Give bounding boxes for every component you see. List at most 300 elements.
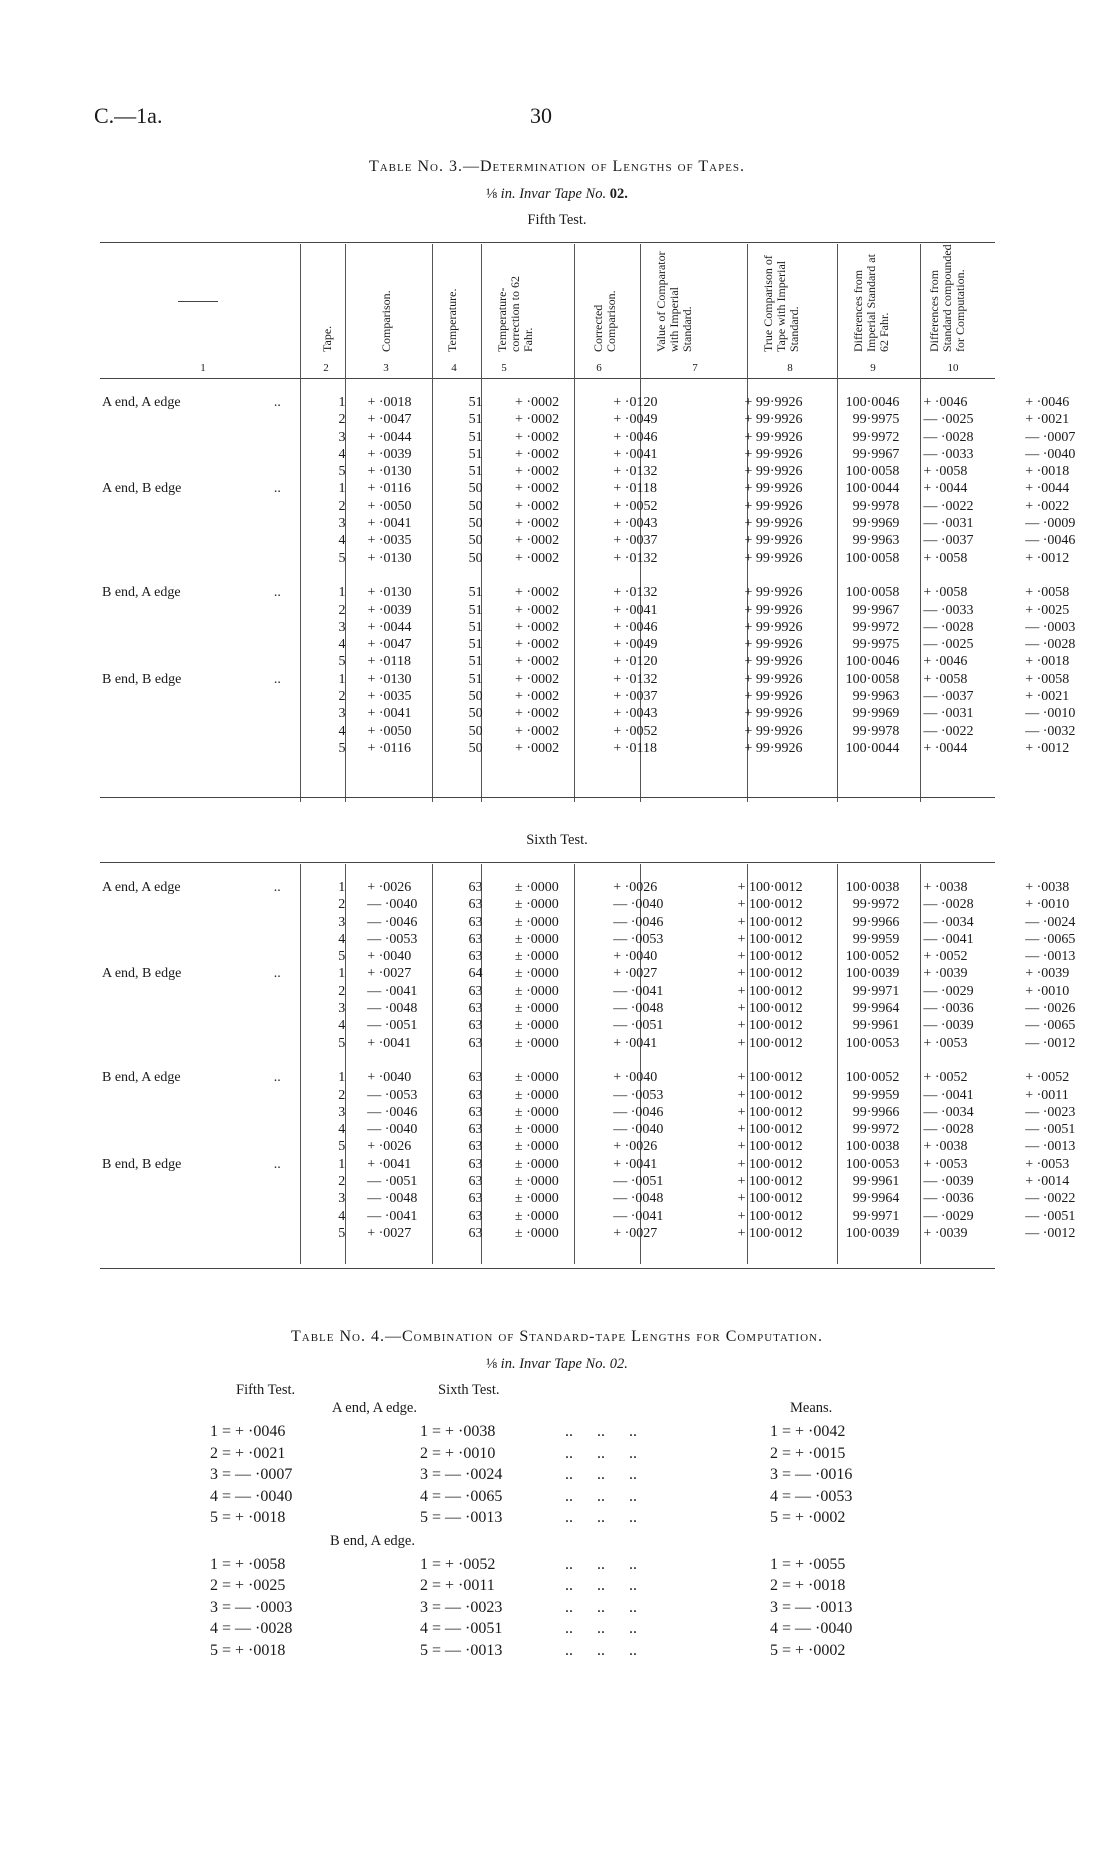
group-label xyxy=(96,896,274,913)
cell-diff-standard: — ·0040 xyxy=(1025,446,1076,462)
cell-corrected: + ·0043 xyxy=(613,516,658,532)
cell-diff-standard: — ·0028 xyxy=(1025,637,1076,653)
cell-comparison: + ·0050 xyxy=(367,498,412,514)
table4-mean-value: 5 = + ·0002 xyxy=(770,1509,846,1526)
table-row xyxy=(96,1104,1114,1121)
table4-mean-value: 3 = — ·0016 xyxy=(770,1466,853,1483)
cell-tape: 3 xyxy=(338,706,346,722)
cell-temperature: 50 xyxy=(468,706,483,722)
cell-diff-standard: + ·0012 xyxy=(1025,550,1070,566)
cell-corrected: + ·0046 xyxy=(613,429,658,445)
cell-comparison: + ·0050 xyxy=(367,723,412,739)
cell-diff-standard: — ·0009 xyxy=(1025,516,1076,532)
cell-tape: 2 xyxy=(338,1174,346,1190)
cell-temperature: 63 xyxy=(468,914,483,930)
leader-dots: .. .. .. xyxy=(565,1509,637,1526)
cell-comparator-value: + 99·9926 xyxy=(744,689,803,705)
cell-diff-imperial: — ·0031 xyxy=(923,516,974,532)
leader-dots xyxy=(274,1225,323,1242)
cell-diff-standard: + ·0010 xyxy=(1025,983,1070,999)
table-row xyxy=(96,688,1114,705)
cell-temperature: 63 xyxy=(468,897,483,913)
cell-comparator-value: + 99·9926 xyxy=(744,516,803,532)
cell-comparison: + ·0044 xyxy=(367,619,412,635)
cell-tape: 3 xyxy=(338,516,346,532)
cell-true-comparison: 100·0046 xyxy=(845,654,900,670)
cell-diff-imperial: — ·0034 xyxy=(923,1104,974,1120)
cell-comparator-value: + 99·9926 xyxy=(744,619,803,635)
cell-true-comparison: 99·9959 xyxy=(852,1087,900,1103)
cell-true-comparison: 99·9963 xyxy=(852,689,900,705)
cell-temp-correction: ± ·0000 xyxy=(514,1070,559,1086)
cell-comparison: — ·0041 xyxy=(367,983,418,999)
cell-temp-correction: ± ·0000 xyxy=(514,1208,559,1224)
cell-comparator-value: + 99·9926 xyxy=(744,706,803,722)
cell-diff-standard: + ·0011 xyxy=(1025,1087,1069,1103)
group-spacer xyxy=(96,567,1114,584)
cell-tape: 5 xyxy=(338,1035,346,1051)
cell-corrected: + ·0037 xyxy=(613,533,658,549)
cell-temperature: 63 xyxy=(468,1208,483,1224)
cell-diff-standard: — ·0003 xyxy=(1025,619,1076,635)
cell-comparison: + ·0027 xyxy=(367,1225,412,1241)
cell-corrected: — ·0053 xyxy=(613,1087,664,1103)
cell-comparison: + ·0041 xyxy=(367,706,412,722)
cell-diff-imperial: — ·0039 xyxy=(923,1174,974,1190)
group-label xyxy=(96,1225,274,1242)
cell-comparison: + ·0041 xyxy=(367,1156,412,1172)
cell-diff-imperial: — ·0028 xyxy=(923,1122,974,1138)
cell-tape: 3 xyxy=(338,1191,346,1207)
table4-fifth-value: 3 = — ·0003 xyxy=(210,1598,293,1616)
leader-dots: .. .. .. xyxy=(565,1598,637,1616)
cell-diff-standard: — ·0065 xyxy=(1025,931,1076,947)
cell-comparator-value: + 99·9926 xyxy=(744,412,803,428)
group-label: B end, B edge xyxy=(102,1156,182,1172)
cell-corrected: + ·0040 xyxy=(613,1070,658,1086)
cell-diff-standard: — ·0051 xyxy=(1025,1208,1076,1224)
cell-comparator-value: + 100·0012 xyxy=(737,1035,803,1051)
cell-true-comparison: 99·9972 xyxy=(852,429,900,445)
cell-tape: 4 xyxy=(338,637,346,653)
table-row xyxy=(96,896,1114,913)
cell-true-comparison: 99·9959 xyxy=(852,931,900,947)
cell-diff-standard: — ·0024 xyxy=(1025,914,1076,930)
cell-comparator-value: + 100·0012 xyxy=(737,1174,803,1190)
table4-subtitle-fraction: ⅛ xyxy=(486,1356,498,1372)
cell-diff-imperial: — ·0031 xyxy=(923,706,974,722)
cell-corrected: + ·0118 xyxy=(613,740,657,756)
table4-fifth-value: 4 = — ·0028 xyxy=(210,1620,293,1637)
leader-dots xyxy=(274,896,323,913)
col-num-5: 5 xyxy=(501,362,507,374)
group-spacer xyxy=(96,1052,1114,1069)
cell-comparison: + ·0130 xyxy=(367,671,412,687)
col-head-temp-correction: Temperature-correction to 62 Fahr. xyxy=(495,276,535,352)
leader-dots xyxy=(274,723,323,740)
cell-tape: 5 xyxy=(338,1225,346,1241)
table-row xyxy=(96,1225,1114,1242)
cell-diff-imperial: + ·0044 xyxy=(923,481,968,497)
leader-dots xyxy=(274,1208,323,1225)
table4-sixth-value: 3 = — ·0023 xyxy=(420,1598,503,1616)
cell-comparator-value: + 100·0012 xyxy=(737,1225,803,1241)
table4-fifth-label: Fifth Test. xyxy=(236,1382,296,1398)
group-label xyxy=(96,636,274,653)
leader-dots xyxy=(274,688,323,705)
group-label: A end, B edge xyxy=(102,481,182,497)
cell-temp-correction: + ·0002 xyxy=(515,671,560,687)
cell-diff-standard: + ·0018 xyxy=(1025,654,1070,670)
cell-diff-standard: + ·0044 xyxy=(1025,481,1070,497)
table-row xyxy=(96,1087,1114,1104)
cell-corrected: + ·0049 xyxy=(613,637,658,653)
table4-fifth-value: 2 = + ·0025 xyxy=(210,1577,286,1594)
cell-corrected: + ·0046 xyxy=(613,619,658,635)
cell-corrected: + ·0027 xyxy=(613,1225,658,1241)
table-row xyxy=(96,879,1114,896)
cell-temperature: 50 xyxy=(468,533,483,549)
cell-tape: 2 xyxy=(338,602,346,618)
cell-tape: 2 xyxy=(338,1087,346,1103)
cell-comparison: + ·0130 xyxy=(367,464,412,480)
cell-tape: 3 xyxy=(338,1001,346,1017)
cell-diff-imperial: — ·0028 xyxy=(923,429,974,445)
cell-comparison: + ·0035 xyxy=(367,689,412,705)
cell-temp-correction: + ·0002 xyxy=(515,464,560,480)
cell-true-comparison: 99·9975 xyxy=(852,637,900,653)
cell-diff-imperial: — ·0028 xyxy=(923,619,974,635)
cell-diff-standard: + ·0039 xyxy=(1025,966,1070,982)
cell-comparison: — ·0048 xyxy=(367,1191,418,1207)
group-label xyxy=(96,532,274,549)
cell-diff-imperial: — ·0025 xyxy=(923,637,974,653)
cell-true-comparison: 100·0052 xyxy=(845,1070,900,1086)
table-row xyxy=(96,931,1114,948)
cell-comparator-value: + 100·0012 xyxy=(737,949,803,965)
cell-temp-correction: ± ·0000 xyxy=(514,931,559,947)
cell-comparison: — ·0053 xyxy=(367,1087,418,1103)
leader-dots xyxy=(274,636,323,653)
cell-tape: 3 xyxy=(338,619,346,635)
table4-sixth-label: Sixth Test. xyxy=(438,1382,500,1398)
col-head-tape: Tape. xyxy=(320,325,334,352)
group-label xyxy=(96,1035,274,1052)
cell-comparator-value: + 100·0012 xyxy=(737,880,803,895)
cell-comparator-value: + 100·0012 xyxy=(737,1070,803,1086)
table4-mean-value: 3 = — ·0013 xyxy=(770,1598,853,1616)
cell-tape: 5 xyxy=(338,1139,346,1155)
cell-tape: 5 xyxy=(338,550,346,566)
table-row xyxy=(96,394,1114,411)
cell-diff-imperial: + ·0038 xyxy=(923,880,968,895)
cell-true-comparison: 99·9972 xyxy=(852,897,900,913)
table4-sixth-value: 5 = — ·0013 xyxy=(420,1641,503,1659)
table4-mean-value: 1 = + ·0042 xyxy=(770,1423,846,1440)
cell-comparator-value: + 100·0012 xyxy=(737,1191,803,1207)
cell-diff-imperial: + ·0046 xyxy=(923,654,968,670)
cell-true-comparison: 100·0058 xyxy=(845,671,900,687)
cell-tape: 4 xyxy=(338,446,346,462)
table-row xyxy=(96,1035,1114,1052)
cell-temp-correction: + ·0002 xyxy=(515,706,560,722)
cell-true-comparison: 99·9966 xyxy=(852,1104,900,1120)
table4-sixth-value: 2 = + ·0010 xyxy=(420,1444,496,1462)
cell-temperature: 64 xyxy=(468,966,483,982)
leader-dots: .. .. .. xyxy=(565,1577,637,1594)
cell-diff-standard: + ·0046 xyxy=(1025,395,1070,410)
cell-temp-correction: + ·0002 xyxy=(515,533,560,549)
cell-comparison: + ·0041 xyxy=(367,516,412,532)
table-row xyxy=(96,1138,1114,1155)
cell-comparator-value: + 99·9926 xyxy=(744,723,803,739)
cell-corrected: + ·0026 xyxy=(613,880,658,895)
cell-tape: 1 xyxy=(338,880,346,895)
cell-comparator-value: + 100·0012 xyxy=(737,1208,803,1224)
cell-true-comparison: 100·0038 xyxy=(845,880,900,895)
cell-tape: 1 xyxy=(338,966,346,982)
group-label xyxy=(96,948,274,965)
cell-comparison: + ·0039 xyxy=(367,602,412,618)
cell-temperature: 51 xyxy=(468,395,483,410)
cell-temp-correction: ± ·0000 xyxy=(514,914,559,930)
sixth-test-table xyxy=(96,879,1114,1242)
group-label xyxy=(96,1000,274,1017)
cell-comparison: + ·0026 xyxy=(367,880,412,895)
cell-comparison: — ·0040 xyxy=(367,1122,418,1138)
cell-true-comparison: 99·9978 xyxy=(852,723,900,739)
cell-comparator-value: + 99·9926 xyxy=(744,671,803,687)
cell-temp-correction: + ·0002 xyxy=(515,689,560,705)
table4-mean-value: 4 = — ·0053 xyxy=(770,1487,853,1505)
cell-corrected: + ·0049 xyxy=(613,412,658,428)
cell-comparator-value: + 100·0012 xyxy=(737,983,803,999)
cell-temperature: 50 xyxy=(468,723,483,739)
cell-corrected: — ·0040 xyxy=(613,897,664,913)
cell-comparison: — ·0046 xyxy=(367,1104,418,1120)
cell-diff-imperial: + ·0058 xyxy=(923,464,968,480)
group-label xyxy=(96,1104,274,1121)
table4-mean-value: 1 = + ·0055 xyxy=(770,1555,846,1573)
cell-temp-correction: ± ·0000 xyxy=(514,897,559,913)
cell-diff-imperial: — ·0036 xyxy=(923,1191,974,1207)
cell-comparison: + ·0116 xyxy=(367,740,412,756)
cell-comparison: — ·0046 xyxy=(367,914,418,930)
cell-true-comparison: 100·0046 xyxy=(845,395,900,410)
cell-temp-correction: + ·0002 xyxy=(515,498,560,514)
cell-diff-standard: + ·0018 xyxy=(1025,464,1070,480)
table4-fifth-value: 3 = — ·0007 xyxy=(210,1466,293,1483)
col-num-1: 1 xyxy=(200,362,206,374)
table3-subtitle-number: 02. xyxy=(609,186,628,202)
cell-comparison: — ·0041 xyxy=(367,1208,418,1224)
table-row xyxy=(96,411,1114,428)
cell-diff-standard: — ·0032 xyxy=(1025,723,1076,739)
cell-comparator-value: + 99·9926 xyxy=(744,585,803,601)
cell-comparator-value: + 99·9926 xyxy=(744,602,803,618)
group-label xyxy=(96,1121,274,1138)
cell-temp-correction: ± ·0000 xyxy=(514,1018,559,1034)
sixth-top-rule xyxy=(100,862,995,863)
cell-corrected: + ·0132 xyxy=(613,671,658,687)
cell-comparison: + ·0040 xyxy=(367,949,412,965)
cell-comparison: + ·0044 xyxy=(367,429,412,445)
col-head-temperature: Temperature. xyxy=(445,288,459,352)
cell-corrected: + ·0037 xyxy=(613,689,658,705)
cell-comparator-value: + 100·0012 xyxy=(737,1122,803,1138)
cell-true-comparison: 99·9969 xyxy=(852,706,900,722)
table4-means-label: Means. xyxy=(790,1400,833,1416)
leader-dots: .. xyxy=(273,966,281,982)
cell-diff-imperial: — ·0039 xyxy=(923,1018,974,1034)
table-row xyxy=(96,983,1114,1000)
cell-comparator-value: + 99·9926 xyxy=(744,481,803,497)
cell-temperature: 51 xyxy=(468,412,483,428)
cell-temperature: 63 xyxy=(468,983,483,999)
cell-diff-standard: — ·0023 xyxy=(1025,1104,1076,1120)
cell-corrected: + ·0026 xyxy=(613,1139,658,1155)
cell-diff-imperial: — ·0028 xyxy=(923,897,974,913)
cell-corrected: — ·0046 xyxy=(613,914,664,930)
cell-corrected: + ·0041 xyxy=(613,446,658,462)
cell-diff-standard: — ·0012 xyxy=(1025,1225,1076,1241)
cell-tape: 2 xyxy=(338,498,346,514)
cell-comparison: + ·0041 xyxy=(367,1035,412,1051)
group-label xyxy=(96,914,274,931)
cell-temperature: 50 xyxy=(468,481,483,497)
leader-dots xyxy=(274,1190,323,1207)
cell-temp-correction: ± ·0000 xyxy=(514,1191,559,1207)
cell-true-comparison: 99·9969 xyxy=(852,516,900,532)
leader-dots xyxy=(274,983,323,1000)
cell-diff-standard: — ·0013 xyxy=(1025,1139,1076,1155)
cell-comparison: + ·0035 xyxy=(367,533,412,549)
cell-true-comparison: 99·9972 xyxy=(852,619,900,635)
page-number: 30 xyxy=(530,103,552,128)
table4-title: Table No. 4.—Combination of Standard-tape Lengths for Computation. xyxy=(291,1328,823,1345)
cell-true-comparison: 99·9966 xyxy=(852,914,900,930)
cell-true-comparison: 100·0058 xyxy=(845,585,900,601)
cell-diff-standard: — ·0010 xyxy=(1025,706,1076,722)
table4-mean-value: 4 = — ·0040 xyxy=(770,1620,853,1637)
cell-comparison: + ·0040 xyxy=(367,1070,412,1086)
cell-true-comparison: 100·0039 xyxy=(845,1225,900,1241)
cell-temperature: 63 xyxy=(468,1104,483,1120)
table-row xyxy=(96,515,1114,532)
group-label: B end, A edge xyxy=(102,1070,181,1086)
cell-temp-correction: + ·0002 xyxy=(515,654,560,670)
table-row xyxy=(96,653,1114,670)
cell-diff-standard: — ·0065 xyxy=(1025,1018,1076,1034)
group-label: B end, B edge xyxy=(102,671,182,687)
col-head-true-comparison: True Comparison of Tape with Imperial Standard. xyxy=(761,255,801,352)
cell-comparator-value: + 99·9926 xyxy=(744,637,803,653)
table4-mean-value: 5 = + ·0002 xyxy=(770,1641,846,1659)
cell-temperature: 51 xyxy=(468,619,483,635)
cell-true-comparison: 100·0058 xyxy=(845,550,900,566)
leader-dots: .. xyxy=(273,585,281,601)
cell-diff-imperial: — ·0037 xyxy=(923,689,974,705)
table-row xyxy=(96,602,1114,619)
cell-tape: 4 xyxy=(338,533,346,549)
cell-temperature: 63 xyxy=(468,880,483,895)
cell-diff-standard: + ·0014 xyxy=(1025,1174,1070,1190)
cell-true-comparison: 99·9978 xyxy=(852,498,900,514)
leader-dots xyxy=(274,498,323,515)
group-label xyxy=(96,931,274,948)
group-label xyxy=(96,1017,274,1034)
cell-tape: 5 xyxy=(338,464,346,480)
cell-true-comparison: 100·0052 xyxy=(845,949,900,965)
group-label xyxy=(96,498,274,515)
table-row xyxy=(96,550,1114,567)
group-label xyxy=(96,1208,274,1225)
cell-true-comparison: 100·0038 xyxy=(845,1139,900,1155)
cell-diff-imperial: + ·0038 xyxy=(923,1139,968,1155)
cell-temperature: 50 xyxy=(468,498,483,514)
cell-corrected: + ·0043 xyxy=(613,706,658,722)
cell-comparison: — ·0051 xyxy=(367,1174,418,1190)
cell-comparator-value: + 100·0012 xyxy=(737,931,803,947)
cell-temperature: 63 xyxy=(468,1070,483,1086)
col-num-10: 10 xyxy=(947,362,959,374)
group-label xyxy=(96,446,274,463)
group-label xyxy=(96,1138,274,1155)
cell-temperature: 63 xyxy=(468,1122,483,1138)
cell-temp-correction: ± ·0000 xyxy=(514,1122,559,1138)
cell-diff-imperial: + ·0052 xyxy=(923,949,968,965)
table4-sixth-value: 3 = — ·0024 xyxy=(420,1466,503,1483)
table-row xyxy=(96,584,1114,601)
cell-comparison: + ·0118 xyxy=(367,654,412,670)
cell-diff-standard: + ·0022 xyxy=(1025,498,1070,514)
cell-comparator-value: + 99·9926 xyxy=(744,550,803,566)
cell-diff-imperial: — ·0029 xyxy=(923,983,974,999)
leader-dots xyxy=(274,1017,323,1034)
cell-comparator-value: + 99·9926 xyxy=(744,446,803,462)
cell-diff-imperial: + ·0052 xyxy=(923,1070,968,1086)
cell-temperature: 51 xyxy=(468,671,483,687)
cell-tape: 5 xyxy=(338,740,346,756)
group-label xyxy=(96,463,274,480)
cell-diff-standard: — ·0051 xyxy=(1025,1122,1076,1138)
table4-sixth-value: 2 = + ·0011 xyxy=(420,1577,495,1594)
cell-temp-correction: ± ·0000 xyxy=(514,1156,559,1172)
leader-dots: .. xyxy=(273,1156,281,1172)
group-label xyxy=(96,1087,274,1104)
cell-tape: 4 xyxy=(338,1122,346,1138)
cell-diff-standard: — ·0046 xyxy=(1025,533,1076,549)
cell-true-comparison: 99·9972 xyxy=(852,1122,900,1138)
cell-diff-standard: + ·0058 xyxy=(1025,671,1070,687)
cell-diff-standard: + ·0052 xyxy=(1025,1070,1070,1086)
cell-comparator-value: + 100·0012 xyxy=(737,1139,803,1155)
leader-dots xyxy=(274,429,323,446)
cell-tape: 4 xyxy=(338,723,346,739)
group-label xyxy=(96,705,274,722)
cell-temp-correction: + ·0002 xyxy=(515,412,560,428)
leader-dots: .. xyxy=(273,395,281,410)
table-row xyxy=(96,740,1114,757)
cell-true-comparison: 99·9967 xyxy=(852,446,900,462)
cell-temperature: 51 xyxy=(468,585,483,601)
cell-tape: 2 xyxy=(338,983,346,999)
col-num-2: 2 xyxy=(323,362,329,374)
cell-temp-correction: ± ·0000 xyxy=(514,966,559,982)
group-label xyxy=(96,619,274,636)
cell-diff-standard: + ·0053 xyxy=(1025,1156,1070,1172)
group-label xyxy=(96,653,274,670)
